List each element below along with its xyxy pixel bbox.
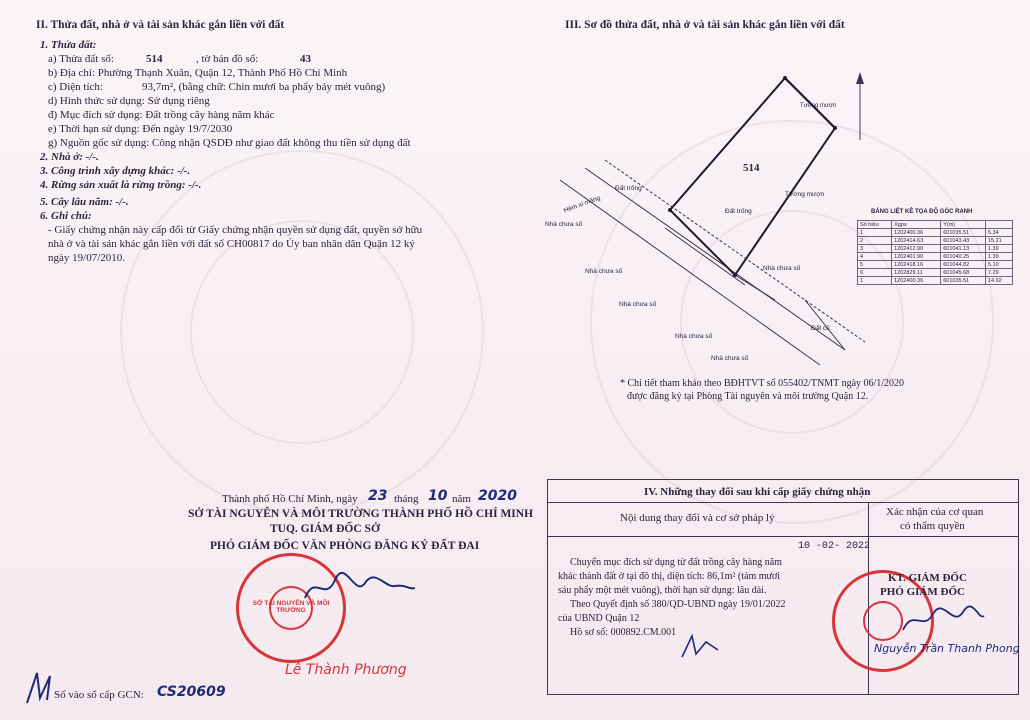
change-content-1: Chuyển mục đích sử dụng từ đất trồng cây hàng năm [570, 557, 782, 568]
table-row [858, 253, 1013, 261]
map-label-alley: Hẻm xi măng [562, 194, 602, 215]
issue-month-label: tháng [394, 493, 419, 505]
note-line-3: ngày 19/07/2010. [48, 252, 125, 264]
section-3-title: III. Sơ đồ thửa đất, nhà ở và tài sản khác gắn liền với đất [565, 19, 845, 31]
map-label-wall-1: Tường mượn [785, 191, 825, 198]
parcel-number-label: a) Thửa đất số: [48, 53, 114, 65]
signature-officer-scribble [678, 632, 728, 662]
coord-cell: 601045.68 [941, 269, 986, 277]
map-sheet-value: 43 [300, 53, 311, 65]
coord-cell: 1202829.11 [892, 269, 941, 277]
coord-cell: 5.34 [985, 229, 1012, 237]
coord-cell: 601040.25 [941, 253, 986, 261]
address: b) Địa chỉ: Phường Thạnh Xuân, Quận 12, Thành Phố Hồ Chí Minh [48, 67, 348, 79]
issue-month: 10 [428, 488, 448, 504]
coord-cell: 601035.51 [941, 277, 986, 285]
coord-cell: 601043.43 [941, 237, 986, 245]
coord-header [985, 221, 1012, 229]
coord-cell: 1202418.16 [892, 261, 941, 269]
change-date-stamp: 10 -02- 2022 [798, 541, 871, 552]
parcel-number-label-map: 514 [743, 162, 760, 174]
coord-cell: 1202401.90 [892, 253, 941, 261]
coord-cell: 1.39 [985, 245, 1012, 253]
map-label-house-1: Nhà chưa số [545, 221, 583, 228]
change-content-4: Theo Quyết định số 380/QD-UBND ngày 19/01/2022 [570, 599, 786, 610]
issue-year-label: năm [452, 493, 471, 505]
section-4-title: IV. Những thay đổi sau khi cấp giấy chứng nhận [644, 486, 871, 498]
signer-role-2: PHÓ GIÁM ĐỐC VĂN PHÒNG ĐĂNG KÝ ĐẤT ĐAI [210, 540, 480, 552]
note-heading: 6. Ghi chú: [40, 210, 92, 222]
coord-cell: 1202412.90 [892, 245, 941, 253]
coord-cell: 1202414.63 [892, 237, 941, 245]
coord-cell: 1.39 [985, 253, 1012, 261]
issuing-org: SỞ TÀI NGUYÊN VÀ MÔI TRƯỜNG THÀNH PHỐ HỒ CHÍ MINH [188, 508, 534, 520]
table-row [858, 229, 1013, 237]
map-label-wall-2: Tường mượn [800, 103, 837, 109]
table-row [858, 237, 1013, 245]
signer-name-left: Lê Thành Phương [285, 662, 407, 678]
coord-cell: 1 [858, 277, 892, 285]
signature-left-scribble [300, 568, 420, 608]
table-row [858, 245, 1013, 253]
other-construction-item: 3. Công trình xây dựng khác: -/-. [40, 165, 191, 177]
coord-cell: 2 [858, 237, 892, 245]
coord-cell: 601035.51 [941, 229, 986, 237]
area-value: 93,7m², (bằng chữ: Chín mươi ba phẩy bảy mét vuông) [142, 81, 386, 93]
officer-name: Nguyễn Trần Thanh Phong [874, 642, 1020, 655]
section-4-col2-header-2: có thẩm quyền [900, 520, 965, 532]
usage-purpose: đ) Mục đích sử dụng: Đất trồng cây hàng năm khác [48, 109, 275, 121]
forest-item: 4. Rừng sản xuất là rừng trồng: -/-. [40, 179, 202, 191]
section-4-box [547, 479, 1019, 695]
coord-cell: 1202400.36 [892, 277, 941, 285]
map-label-plot: Đất cũ [811, 325, 830, 332]
coord-cell: 14.92 [985, 277, 1012, 285]
change-content-5: của UBND Quận 12 [558, 613, 640, 624]
coord-table-title: BẢNG LIỆT KÊ TỌA ĐỘ GÓC RANH [871, 209, 973, 215]
change-content-3: sáu phẩy một mét vuông), thời hạn sử dụng: lâu dài. [558, 585, 767, 596]
coord-cell: 5.10 [985, 261, 1012, 269]
coord-cell: 1 [858, 229, 892, 237]
map-label-house-4: Nhà chưa số [675, 333, 713, 340]
coord-table [857, 220, 1013, 285]
signer-role-1: TUQ. GIÁM ĐỐC SỞ [270, 523, 380, 535]
sketch-footnote-1: * Chi tiết tham khảo theo BĐHTVT số 055402/TNMT ngày 06/1/2020 [620, 378, 905, 389]
usage-origin: g) Nguồn gốc sử dụng: Công nhận QSDĐ như giao đất không thu tiền sử dụng đất [48, 137, 411, 149]
coord-header-row [858, 221, 1013, 229]
note-line-2: nhà ở và tài sản khác gắn liền với đất số CH00817 do Ủy ban nhân dân Quận 12 ký [48, 238, 415, 250]
map-label-empty-2: Đất trống [725, 208, 752, 215]
issue-date-prefix: Thành phố Hồ Chí Minh, ngày [222, 493, 358, 505]
watermark-rosette-left-inner [190, 220, 414, 444]
note-line-1: - Giấy chứng nhận này cấp đổi từ Giấy chứng nhận quyền sử dụng đất, quyền sở hữu [48, 224, 423, 236]
signature-right-scribble [898, 600, 988, 640]
map-label-house-2: Nhà chưa số [585, 268, 623, 275]
area-label: c) Diện tích: [48, 81, 103, 93]
issue-year: 2020 [478, 488, 517, 504]
sketch-footnote-2: được đăng ký tại Phòng Tài nguyên và môi trường Quận 12. [627, 391, 869, 402]
table-row [858, 277, 1013, 285]
coord-cell: 15.21 [985, 237, 1012, 245]
map-label-house-6: Nhà chưa số [711, 355, 749, 362]
issue-day: 23 [368, 488, 388, 504]
officer-role-1: KT. GIÁM ĐỐC [888, 572, 967, 584]
section-2-title: II. Thửa đất, nhà ở và tài sản khác gắn liền với đất [36, 19, 285, 31]
file-number: Hồ sơ số: 000892.CM.001 [570, 627, 677, 638]
registry-value: CS20609 [157, 684, 226, 700]
stamp-text: SỞ TÀI NGUYÊN VÀ MÔI TRƯỜNG [252, 600, 330, 614]
coord-cell: 4 [858, 253, 892, 261]
coord-cell: 601044.82 [941, 261, 986, 269]
house-item: 2. Nhà ở: -/-. [40, 151, 99, 163]
map-label-empty-1: Đất trống [615, 185, 642, 192]
coord-cell: 6 [858, 269, 892, 277]
coord-cell: 601041.13 [941, 245, 986, 253]
change-content-2: khác thành đất ở tại đô thị, diện tích: 86,1m² (tám mươi [558, 571, 781, 582]
registry-label: Số vào sổ cấp GCN: [54, 689, 144, 701]
table-row [858, 269, 1013, 277]
coord-header: Số hiệu [858, 221, 892, 229]
map-sheet-label: , tờ bản đồ số: [196, 53, 259, 65]
coord-cell: 3 [858, 245, 892, 253]
usage-term: e) Thời hạn sử dụng: Đến ngày 19/7/2030 [48, 123, 233, 135]
map-label-house-3: Nhà chưa số [619, 301, 657, 308]
map-label-house-5: Nhà chưa số [763, 265, 801, 272]
coord-header: Y(m) [941, 221, 986, 229]
land-heading: 1. Thửa đất: [40, 39, 97, 51]
table-row [858, 261, 1013, 269]
coord-cell: 7.29 [985, 269, 1012, 277]
coord-cell: 5 [858, 261, 892, 269]
coord-cell: 1202400.36 [892, 229, 941, 237]
usage-form: d) Hình thức sử dụng: Sử dụng riêng [48, 95, 210, 107]
coord-header: Xgps [892, 221, 941, 229]
parcel-number-value: 514 [146, 53, 163, 65]
section-4-col1-header: Nội dung thay đổi và cơ sở pháp lý [620, 512, 775, 524]
section-4-col2-header-1: Xác nhận của cơ quan [886, 506, 984, 518]
officer-role-2: PHÓ GIÁM ĐỐC [880, 586, 965, 598]
initials-scribble [22, 668, 62, 708]
perennial-item: 5. Cây lâu năm: -/-. [40, 196, 129, 208]
